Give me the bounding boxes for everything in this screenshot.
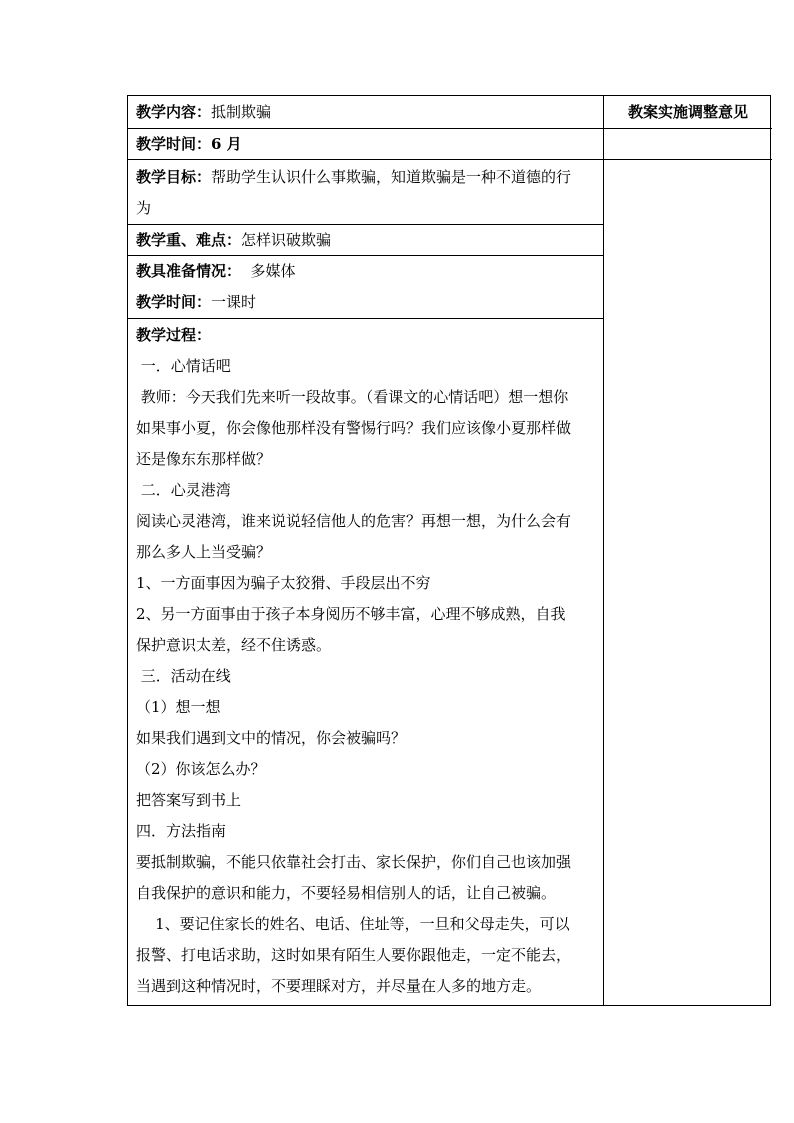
adjustment-column-header: 教案实施调整意见 (627, 103, 748, 121)
process-line: 要抵制欺骗，不能只依靠社会打击、家长保护，你们自己也该加强 (136, 853, 572, 871)
process-line: 报警、打电话求助，这时如果有陌生人要你跟他走，一定不能去， (136, 946, 572, 964)
process-line: 2、另一方面事由于孩子本身阅历不够丰富，心理不够成熟，自我 (136, 605, 566, 623)
process-line: 把答案写到书上 (136, 791, 242, 809)
teaching-time-label: 教学时间： (136, 135, 212, 153)
process-line: 如果事小夏，你会像他那样没有警惕行吗？我们应该像小夏那样做 (136, 419, 572, 437)
teaching-content-label: 教学内容： (136, 103, 212, 121)
process-line: 二．心灵港湾 (136, 481, 231, 499)
process-line: 1、要记住家长的姓名、电话、住址等，一旦和父母走失，可以 (136, 915, 570, 933)
process-line: 阅读心灵港湾，谁来说说轻信他人的危害？再想一想，为什么会有 (136, 512, 572, 530)
preparation-value: 多媒体 (241, 262, 296, 280)
process-line: 三．活动在线 (136, 667, 231, 685)
teaching-goal-line-2: 为 (136, 199, 152, 217)
teaching-time-value: 6 月 (211, 135, 242, 153)
teaching-goal-line-1: 帮助学生认识什么事欺骗，知道欺骗是一种不道德的行 (211, 168, 572, 186)
key-points-value: 怎样识破欺骗 (241, 231, 332, 249)
process-line: （2）你该怎么办？ (136, 760, 266, 778)
teaching-process-row (136, 320, 598, 1002)
process-line: 那么多人上当受骗？ (136, 543, 272, 561)
preparation-label: 教具准备情况： (136, 262, 242, 280)
teaching-goal-row (136, 162, 598, 224)
process-line: （1）想一想 (136, 698, 221, 716)
teaching-content-row (136, 97, 598, 128)
teaching-goal-label: 教学目标： (136, 168, 212, 186)
key-points-label: 教学重、难点： (136, 231, 242, 249)
process-line: 还是像东东那样做？ (136, 450, 272, 468)
process-line: 1、一方面事因为骗子太狡猾、手段层出不穷 (136, 574, 431, 592)
process-line: 保护意识太差，经不住诱惑。 (136, 636, 332, 654)
teaching-process-label: 教学过程： (136, 326, 212, 344)
process-line: 一．心情话吧 (136, 357, 231, 375)
process-line: 当遇到这种情况时，不要理睬对方，并尽量在人多的地方走。 (136, 977, 542, 995)
column-divider (603, 96, 604, 1005)
row-divider (128, 318, 604, 319)
lesson-plan-table (127, 95, 771, 1006)
preparation-row (136, 256, 598, 318)
process-line: 自我保护的意识和能力，不要轻易相信别人的话，让自己被骗。 (136, 884, 557, 902)
class-hours-label: 教学时间： (136, 293, 212, 311)
process-line: 四．方法指南 (136, 822, 227, 840)
key-points-row (136, 225, 598, 256)
class-hours-value: 一课时 (211, 293, 257, 311)
process-line: 教师：今天我们先来听一段故事。（看课文的心情话吧）想一想你 (136, 388, 569, 406)
teaching-time-row (136, 129, 598, 160)
teaching-content-value: 抵制欺骗 (211, 103, 272, 121)
process-line: 如果我们遇到文中的情况，你会被骗吗？ (136, 729, 407, 747)
